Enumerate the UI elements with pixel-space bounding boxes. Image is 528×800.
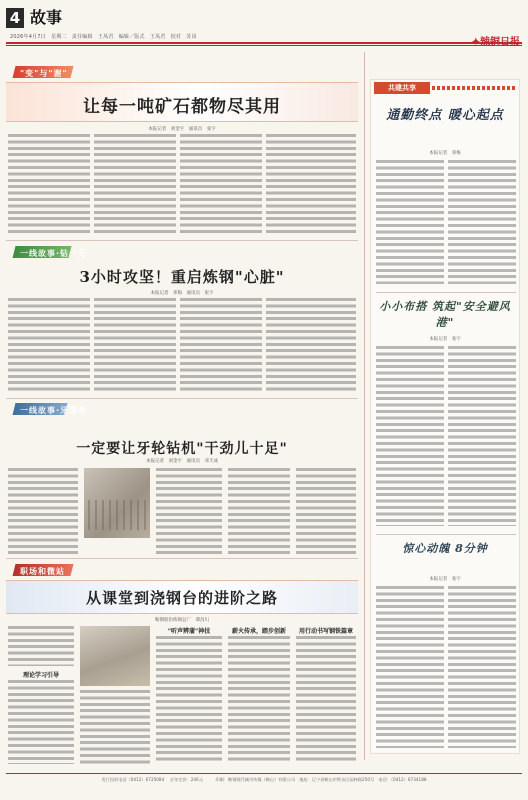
story1-col3 xyxy=(180,134,262,236)
sidebar-piece3-byline: 本报记者 张宇 xyxy=(429,577,461,582)
footer-info: 发行投诉电话（0412）6725084 全年定价：246元 印刷：鞍钢现代城市传媒（鞍山）有限公司 地址：辽宁省鞍山市铁东区园林路250号 电话：（0412）6734188 xyxy=(101,777,427,782)
header-rule xyxy=(6,42,522,44)
story4-subhead-1: 理论学习引导 xyxy=(22,672,59,679)
story3-col2 xyxy=(156,468,222,554)
sidebar-piece1-byline: 本报记者 邓梅 xyxy=(429,151,461,156)
sidebar-piece3-title: 惊心动魄 8分钟 xyxy=(402,542,488,555)
story1-col1 xyxy=(8,134,90,236)
story1-title: 让每一吨矿石都物尽其用 xyxy=(83,97,281,117)
column-divider xyxy=(364,52,365,760)
story2-title: 3小时攻坚！重启炼钢"心脏" xyxy=(79,268,285,286)
story4-col5 xyxy=(296,636,356,764)
sidebar-piece1-col1 xyxy=(376,160,444,284)
story4-col3 xyxy=(156,636,222,764)
sidebar-piece2-col1 xyxy=(376,346,444,526)
story3-col4 xyxy=(296,468,356,554)
story4-subhead-2: "听声辨蒲"神技 xyxy=(167,628,211,635)
story4-tag: 职场和微站 xyxy=(20,567,65,576)
story1-col2 xyxy=(94,134,176,236)
story2-col4 xyxy=(266,298,356,394)
story1-tag: "变"与"谢" xyxy=(20,69,68,78)
header-rule-thin xyxy=(6,45,522,46)
photo-detail xyxy=(88,500,146,530)
story4-col1a xyxy=(8,626,74,666)
sidebar-piece2-byline: 本报记者 张宇 xyxy=(429,337,461,342)
story4-subhead-3: 薪火传承，踏步创新 xyxy=(231,628,286,635)
sidebar-piece2-col2 xyxy=(448,346,516,526)
story4-col2 xyxy=(80,690,150,764)
story1-col4 xyxy=(266,134,356,236)
sidebar-tag: 共建共享 xyxy=(374,82,430,94)
page-number: 4 xyxy=(6,8,24,28)
story3-title: 一定要让牙轮钻机"干劲儿十足" xyxy=(76,441,288,457)
story1-byline: 本报记者 刘金宇 通讯员 张宇 xyxy=(148,127,216,132)
story4-col1b xyxy=(8,680,74,764)
sidebar-piece2-title: 小小布搭 筑起"安全避风港" xyxy=(379,300,511,329)
story2-byline: 本报记者 邓梅 通讯员 张宇 xyxy=(150,291,214,296)
sidebar-piece1-title: 通勤终点 暖心起点 xyxy=(386,108,504,123)
story4-col4 xyxy=(228,636,290,764)
story4-subhead-4: 用行动书写钢铁篇章 xyxy=(298,628,353,635)
divider xyxy=(6,398,358,399)
story3-byline: 本报记者 刘金宇 通讯员 邓天成 xyxy=(146,459,218,464)
sidebar-piece3-col1 xyxy=(376,586,444,748)
divider xyxy=(376,292,516,293)
divider xyxy=(6,558,358,559)
sidebar-piece3-col2 xyxy=(448,586,516,748)
story4-byline: 鞍钢股份炼钢总厂 谭昌川 xyxy=(155,618,209,623)
footer-rule xyxy=(6,773,522,774)
story3-col1 xyxy=(8,468,78,554)
story3-col3 xyxy=(228,468,290,554)
sidebar-piece1-col2 xyxy=(448,160,516,284)
story2-col3 xyxy=(180,298,262,394)
divider xyxy=(376,534,516,535)
story4-title: 从课堂到浇钢台的进阶之路 xyxy=(85,589,278,607)
story2-col2 xyxy=(94,298,176,394)
divider xyxy=(6,240,358,241)
section-title: 故事 xyxy=(30,8,63,27)
steelworker-photo xyxy=(80,626,150,686)
story2-col1 xyxy=(8,298,90,394)
sidebar-ornament xyxy=(432,86,516,90)
date-editor-line: 2026年4月7日 星期二 责任编辑 王凤君 编辑／版式 王凤君 校对 苏昂 xyxy=(10,34,197,40)
story3-tag: 一线故事·牙望者 xyxy=(20,406,88,415)
story2-tag: 一线故事·钻一分 xyxy=(20,249,88,258)
